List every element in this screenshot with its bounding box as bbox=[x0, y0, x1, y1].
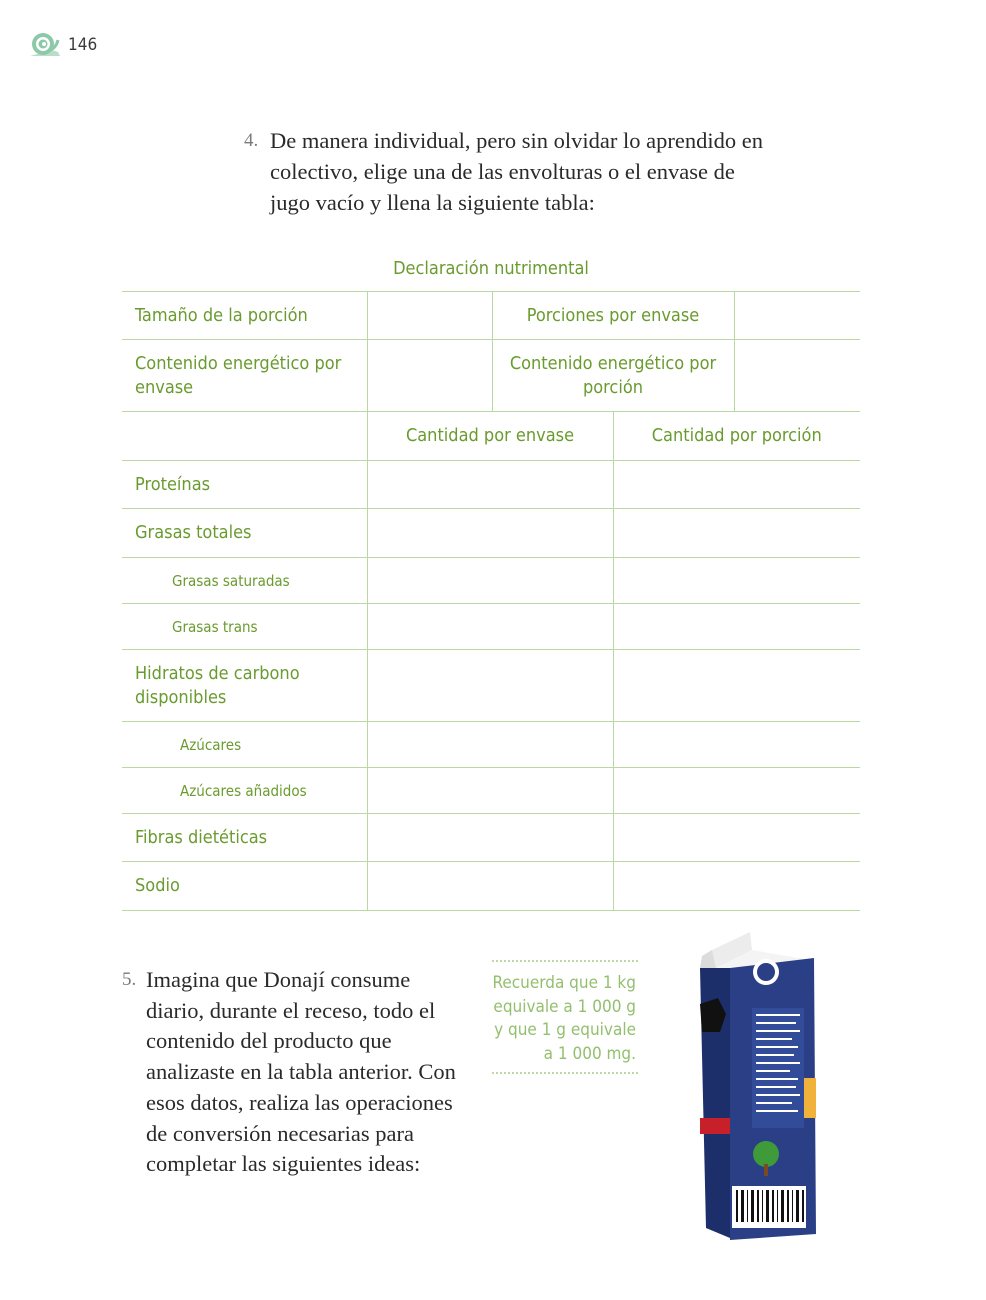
servings-input[interactable] bbox=[734, 292, 860, 340]
energy-package-input[interactable] bbox=[367, 340, 492, 412]
table-title: Declaración nutrimental bbox=[393, 258, 589, 279]
column-header-serving: Cantidad por porción bbox=[613, 412, 860, 461]
question-4 bbox=[244, 125, 764, 218]
serving-amount-cell[interactable] bbox=[613, 862, 860, 911]
row-label-sugars: Azúcares bbox=[122, 722, 367, 768]
table-row bbox=[122, 722, 860, 768]
row-label-fiber: Fibras dietéticas bbox=[122, 814, 367, 862]
serving-amount-cell[interactable] bbox=[613, 558, 860, 604]
row-label-sodium: Sodio bbox=[122, 862, 367, 911]
package-amount-cell[interactable] bbox=[367, 814, 613, 862]
package-amount-cell[interactable] bbox=[367, 768, 613, 814]
nutrition-table bbox=[122, 291, 860, 911]
serving-size-input[interactable] bbox=[367, 292, 492, 340]
package-amount-cell[interactable] bbox=[367, 558, 613, 604]
serving-amount-cell[interactable] bbox=[613, 722, 860, 768]
package-amount-cell[interactable] bbox=[367, 461, 613, 509]
table-row bbox=[122, 292, 860, 340]
question-4-number: 4. bbox=[244, 130, 259, 151]
table-header-row bbox=[122, 412, 860, 461]
serving-size-label: Tamaño de la porción bbox=[122, 292, 367, 340]
question-4-text: De manera individual, pero sin olvidar lo aprendido en colectivo, elige una de las envolturas o el envase de jugo vacío y llena la siguiente tabla: bbox=[270, 128, 763, 215]
row-label-carbohydrates: Hidratos de carbono disponibles bbox=[122, 650, 367, 722]
serving-amount-cell[interactable] bbox=[613, 814, 860, 862]
row-label-proteins: Proteínas bbox=[122, 461, 367, 509]
row-label-added-sugars: Azúcares añadidos bbox=[122, 768, 367, 814]
question-5 bbox=[122, 965, 462, 1180]
package-amount-cell[interactable] bbox=[367, 604, 613, 650]
serving-amount-cell[interactable] bbox=[613, 650, 860, 722]
table-row bbox=[122, 558, 860, 604]
page-header bbox=[28, 30, 97, 60]
serving-amount-cell[interactable] bbox=[613, 768, 860, 814]
energy-serving-input[interactable] bbox=[734, 340, 860, 412]
page-number: 146 bbox=[68, 35, 98, 55]
empty-header-cell bbox=[122, 412, 367, 461]
row-label-saturated-fats: Grasas saturadas bbox=[122, 558, 367, 604]
table-row bbox=[122, 604, 860, 650]
reminder-note: Recuerda que 1 kg equivale a 1 000 g y que 1 g equivale a 1 000 mg. bbox=[492, 960, 638, 1074]
question-5-number: 5. bbox=[122, 969, 137, 990]
serving-amount-cell[interactable] bbox=[613, 509, 860, 558]
table-row bbox=[122, 340, 860, 412]
column-header-package: Cantidad por envase bbox=[367, 412, 613, 461]
table-row bbox=[122, 650, 860, 722]
table-row bbox=[122, 768, 860, 814]
serving-amount-cell[interactable] bbox=[613, 461, 860, 509]
serving-amount-cell[interactable] bbox=[613, 604, 860, 650]
package-amount-cell[interactable] bbox=[367, 509, 613, 558]
package-amount-cell[interactable] bbox=[367, 862, 613, 911]
package-amount-cell[interactable] bbox=[367, 650, 613, 722]
energy-package-label: Contenido energético por envase bbox=[122, 340, 367, 412]
juice-carton-image bbox=[690, 928, 830, 1248]
energy-serving-label: Contenido energético por porción bbox=[492, 340, 734, 412]
row-label-total-fats: Grasas totales bbox=[122, 509, 367, 558]
table-row bbox=[122, 814, 860, 862]
table-row bbox=[122, 509, 860, 558]
snail-icon bbox=[28, 30, 62, 60]
servings-label: Porciones por envase bbox=[492, 292, 734, 340]
package-amount-cell[interactable] bbox=[367, 722, 613, 768]
table-row bbox=[122, 461, 860, 509]
row-label-trans-fats: Grasas trans bbox=[122, 604, 367, 650]
table-row bbox=[122, 862, 860, 911]
question-5-text: Imagina que Donají consume diario, durante el receso, todo el contenido del producto que analizaste en la tabla anterior. Con esos datos, realiza las operaciones de conversión necesarias para completar las siguientes ideas: bbox=[146, 967, 456, 1177]
